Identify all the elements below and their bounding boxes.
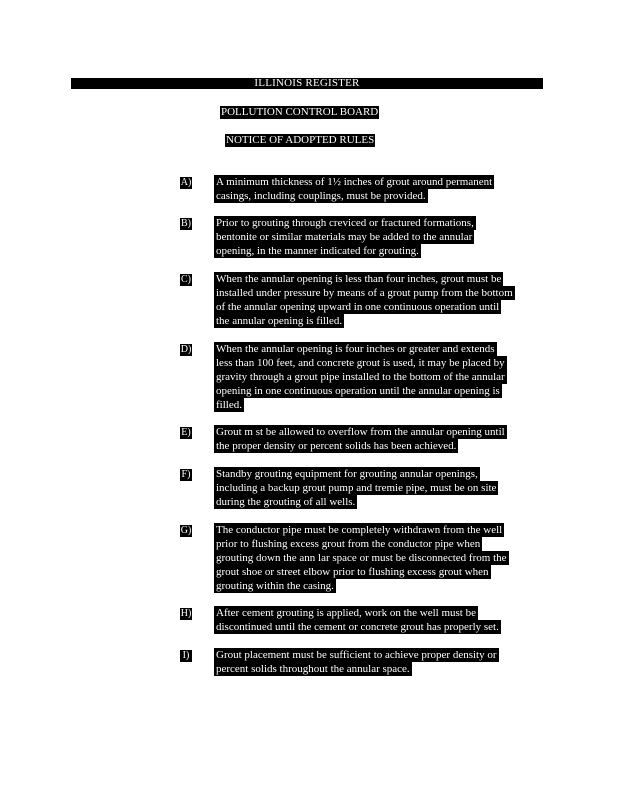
item-label-e: E) <box>181 427 191 438</box>
paragraph-line: When the annular opening is four inches or greater and extends <box>216 343 495 355</box>
item-label-i: I) <box>180 650 192 662</box>
paragraph-d <box>214 342 507 412</box>
paragraph-line: during the grouting of all wells. <box>216 496 356 508</box>
paragraph-line: casings, including couplings, must be provided. <box>216 190 426 202</box>
paragraph-e <box>214 425 507 453</box>
paragraph-f <box>214 467 498 509</box>
paragraph-line: opening in one continuous operation until the annular opening is <box>216 385 500 397</box>
paragraph-i <box>214 648 499 676</box>
paragraph-line: installed under pressure by means of a grout pump from the bottom <box>216 287 513 299</box>
paragraph-line: Grout placement must be sufficient to achieve proper density or <box>216 649 497 661</box>
item-label-d: D) <box>180 344 192 355</box>
item-label-c: C) <box>181 274 191 285</box>
paragraph-line: opening, in the manner indicated for grouting. <box>216 245 419 257</box>
paragraph-line: Prior to grouting through creviced or fractured formations, <box>216 217 474 229</box>
paragraph-line: prior to flushing excess grout from the conductor pipe when <box>216 538 481 550</box>
paragraph-line: A minimum thickness of 1½ inches of grout around permanent <box>216 176 493 188</box>
paragraph-g <box>214 523 509 593</box>
item-label-g: G) <box>180 525 192 536</box>
paragraph-line: grouting within the casing. <box>216 580 334 592</box>
board-title: POLLUTION CONTROL BOARD <box>221 106 379 118</box>
paragraph-line: grouting down the ann lar space or must be disconnected from the <box>216 552 507 564</box>
item-label-h: H) <box>180 608 192 619</box>
paragraph-line: After cement grouting is applied, work on the well must be <box>216 607 476 619</box>
paragraph-line: grout shoe or street elbow prior to flushing excess grout when <box>216 566 489 578</box>
item-label-b: B) <box>181 218 191 229</box>
paragraph-a <box>214 175 494 203</box>
item-label-a: A) <box>180 177 192 188</box>
paragraph-c <box>214 272 515 328</box>
paragraph-line: When the annular opening is less than four inches, grout must be <box>216 273 502 285</box>
paragraph-b <box>214 216 476 258</box>
paragraph-line: including a backup grout pump and tremie pipe, must be on site <box>216 482 497 494</box>
paragraph-line: gravity through a grout pipe installed to the bottom of the annular <box>216 371 505 383</box>
notice-title: NOTICE OF ADOPTED RULES <box>226 134 375 146</box>
paragraph-line: less than 100 feet, and concrete grout is used, it may be placed by <box>216 357 505 369</box>
register-title: ILLINOIS REGISTER <box>254 77 360 89</box>
paragraph-line: percent solids throughout the annular space. <box>216 663 410 675</box>
paragraph-line: bentonite or similar materials may be added to the annular <box>216 231 473 243</box>
paragraph-line: of the annular opening upward in one continuous operation until <box>216 301 500 313</box>
paragraph-line: the annular opening is filled. <box>216 315 343 327</box>
item-label-f: F) <box>181 469 191 480</box>
paragraph-line: The conductor pipe must be completely withdrawn from the well <box>216 524 503 536</box>
paragraph-h <box>214 606 501 634</box>
paragraph-line: Standby grouting equipment for grouting annular openings, <box>216 468 478 480</box>
paragraph-line: the proper density or percent solids has been achieved. <box>216 440 457 452</box>
register-header-bar <box>71 78 543 89</box>
paragraph-line: discontinued until the cement or concrete grout has properly set. <box>216 621 499 633</box>
paragraph-line: Grout m st be allowed to overflow from the annular opening until <box>216 426 505 438</box>
paragraph-line: filled. <box>216 399 242 411</box>
